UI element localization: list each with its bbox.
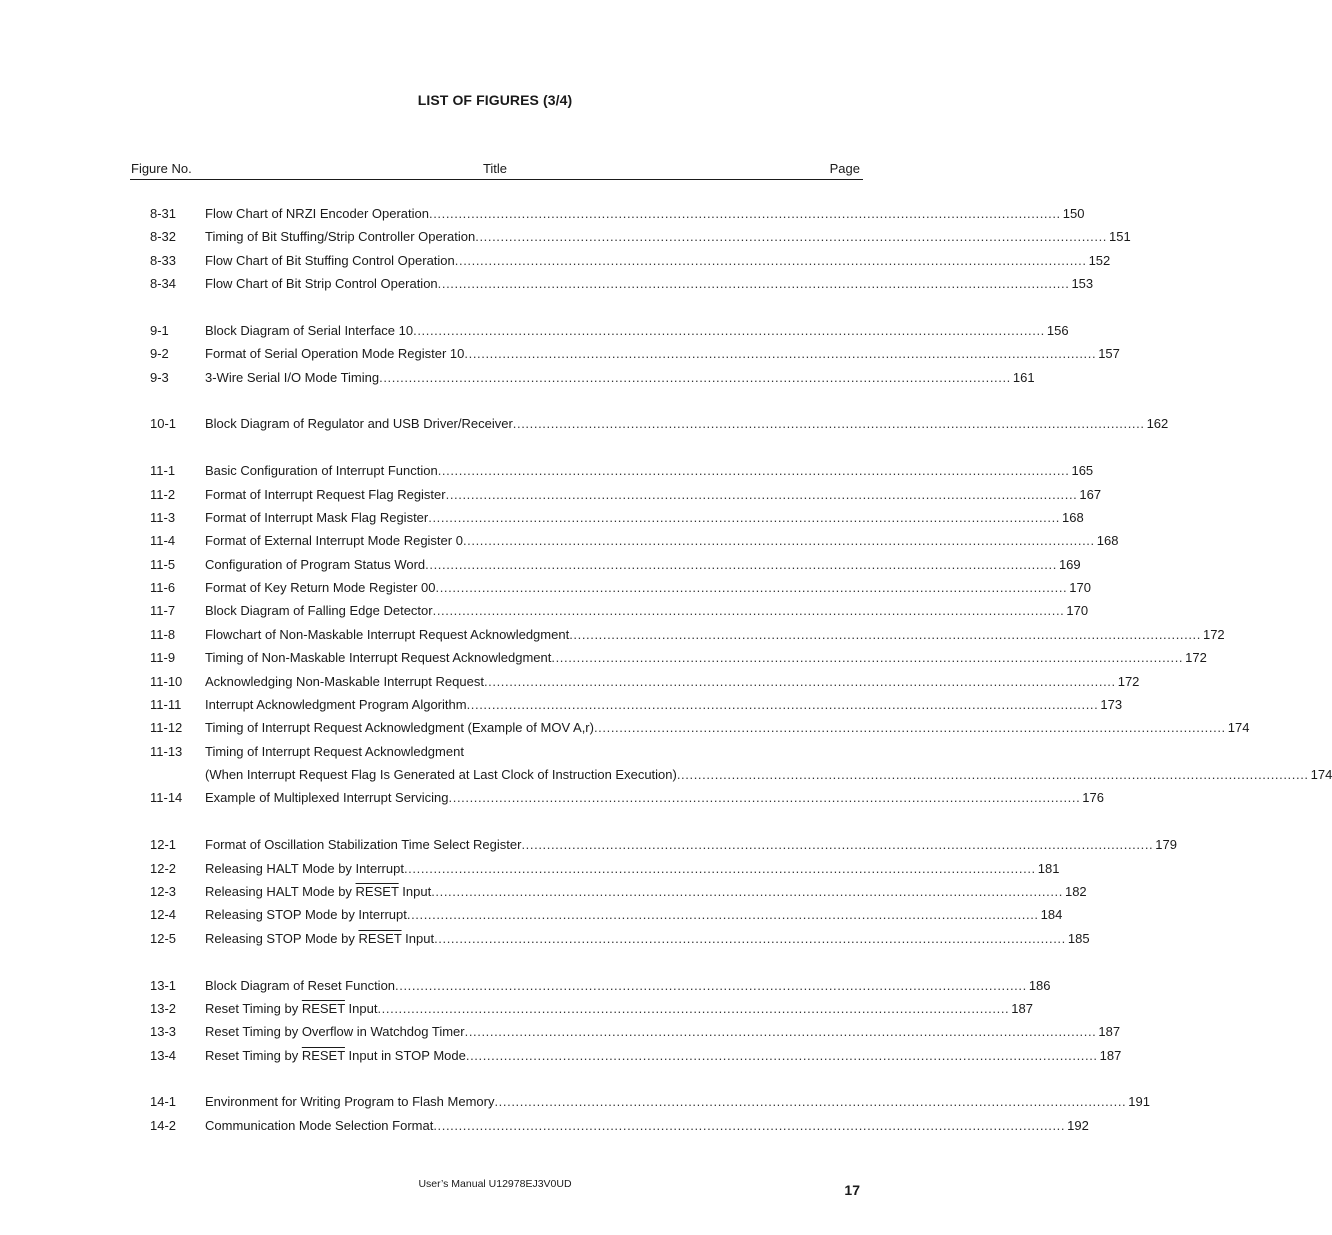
figure-title-part: Format of Serial Operation Mode Register 10 xyxy=(205,346,465,361)
dot-leader: ...................................................................................................................................................... xyxy=(445,487,1078,502)
figure-title-part: Flow Chart of Bit Strip Control Operation xyxy=(205,276,438,291)
figure-page: 168 xyxy=(1096,533,1119,548)
figure-entry xyxy=(0,533,1119,553)
figure-line xyxy=(205,346,1120,361)
figure-title xyxy=(205,1048,466,1063)
figure-title-part: Releasing STOP Mode by xyxy=(205,931,359,946)
figure-title-part: Interrupt Acknowledgment Program Algorithm xyxy=(205,697,467,712)
dot-leader: ...................................................................................................................................................... xyxy=(512,416,1145,431)
figure-title xyxy=(205,650,551,665)
figure-entry xyxy=(0,1001,1033,1021)
figure-title xyxy=(205,931,434,946)
dot-leader: ...................................................................................................................................................... xyxy=(676,767,1309,782)
figure-title-part: Communication Mode Selection Format xyxy=(205,1118,434,1133)
reset-signal-overline: RESET xyxy=(301,1048,345,1063)
figure-page: 157 xyxy=(1098,346,1120,361)
dot-leader: ...................................................................................................................................................... xyxy=(406,907,1039,922)
dot-leader: ...................................................................................................................................................... xyxy=(432,603,1065,618)
dot-leader: ...................................................................................................................................................... xyxy=(593,720,1226,735)
figure-line xyxy=(205,487,1102,502)
figure-title xyxy=(205,416,513,431)
figure-title-part: Timing of Non-Maskable Interrupt Request Acknowledgment xyxy=(205,650,552,665)
figure-entry xyxy=(0,346,1120,366)
figure-title xyxy=(205,1094,494,1109)
dot-leader: ...................................................................................................................................................... xyxy=(448,790,1081,805)
figure-title-part: Format of Interrupt Request Flag Register xyxy=(205,487,446,502)
figure-entry xyxy=(0,674,1140,694)
figure-title-part: 3-Wire Serial I/O Mode Timing xyxy=(205,370,380,385)
figure-line xyxy=(205,907,1063,922)
figure-entry xyxy=(0,907,1063,927)
figure-number: 9-1 xyxy=(150,323,169,338)
figure-page: 167 xyxy=(1079,487,1102,502)
dot-leader: ...................................................................................................................................................... xyxy=(413,323,1045,338)
figure-entry xyxy=(0,1024,1121,1044)
figure-line xyxy=(205,276,1094,291)
figure-number: 11-8 xyxy=(150,627,176,642)
figure-entry xyxy=(0,931,1090,951)
figure-line xyxy=(205,323,1069,338)
page-title: LIST OF FIGURES (3/4) xyxy=(417,92,573,108)
figure-number: 11-12 xyxy=(150,720,183,735)
figure-line xyxy=(205,720,1250,735)
figure-title xyxy=(205,627,569,642)
dot-leader: ...................................................................................................................................................... xyxy=(551,650,1184,665)
figure-entry xyxy=(0,206,1085,226)
figure-line xyxy=(205,253,1111,268)
figure-title-part: (When Interrupt Request Flag Is Generated at Last Clock of Instruction Execution) xyxy=(205,767,677,782)
figure-title xyxy=(205,557,425,572)
figure-page: 174 xyxy=(1310,767,1332,782)
figure-page: 162 xyxy=(1146,416,1169,431)
figure-number: 9-2 xyxy=(150,346,169,361)
figure-line xyxy=(205,1118,1089,1133)
reset-signal-overline: RESET xyxy=(355,884,399,899)
figure-title xyxy=(205,346,464,361)
figure-title-part: Block Diagram of Serial Interface 10 xyxy=(205,323,414,338)
figure-entry xyxy=(0,790,1104,810)
figure-page: 150 xyxy=(1062,206,1085,221)
figure-page: 169 xyxy=(1058,557,1081,572)
dot-leader: ...................................................................................................................................................... xyxy=(403,861,1036,876)
footer-manual-id: User’s Manual U12978EJ3V0UD xyxy=(418,1178,572,1190)
figure-page: 184 xyxy=(1040,907,1063,922)
figure-line xyxy=(205,1024,1121,1039)
figure-title-part: Timing of Interrupt Request Acknowledgment (Example of MOV A,r) xyxy=(205,720,594,735)
figure-entry xyxy=(0,767,1332,787)
figure-title xyxy=(205,861,404,876)
figure-number: 11-2 xyxy=(150,487,176,502)
dot-leader: ...................................................................................................................................................... xyxy=(437,276,1070,291)
column-header-page: Page xyxy=(829,161,860,176)
figure-page: 172 xyxy=(1117,674,1140,689)
figure-title-part: Configuration of Program Status Word xyxy=(205,557,426,572)
figure-title xyxy=(205,744,464,759)
figure-line xyxy=(205,206,1085,221)
dot-leader: ...................................................................................................................................................... xyxy=(466,697,1099,712)
dot-leader: ...................................................................................................................................................... xyxy=(494,1094,1127,1109)
figure-number: 12-4 xyxy=(150,907,177,922)
figure-title-part: Input xyxy=(344,1001,378,1016)
figure-title-part: Flow Chart of Bit Stuffing Control Operation xyxy=(205,253,455,268)
figure-entry xyxy=(0,510,1084,530)
figure-title-part: Timing of Bit Stuffing/Strip Controller Operation xyxy=(205,229,476,244)
figure-line xyxy=(205,229,1131,244)
figure-entry xyxy=(0,884,1087,904)
figure-number: 12-2 xyxy=(150,861,177,876)
figure-line xyxy=(205,978,1051,993)
figure-title-part: Input in STOP Mode xyxy=(344,1048,466,1063)
figure-page: 182 xyxy=(1064,884,1087,899)
figure-title-part: Releasing HALT Mode by xyxy=(205,884,356,899)
dot-leader: ...................................................................................................................................................... xyxy=(395,978,1027,993)
dot-leader: ...................................................................................................................................................... xyxy=(428,510,1061,525)
figure-entry xyxy=(0,580,1091,600)
figure-number: 13-1 xyxy=(150,978,177,993)
figure-number: 14-2 xyxy=(150,1118,177,1133)
figure-title xyxy=(205,720,594,735)
figure-page: 174 xyxy=(1227,720,1250,735)
figure-entry xyxy=(0,416,1169,436)
dot-leader: ...................................................................................................................................................... xyxy=(483,674,1116,689)
figure-title-part: Block Diagram of Reset Function xyxy=(205,978,396,993)
figure-number: 8-34 xyxy=(150,276,177,291)
dot-leader: ...................................................................................................................................................... xyxy=(462,533,1095,548)
figure-entry xyxy=(0,978,1051,998)
dot-leader: ...................................................................................................................................................... xyxy=(521,837,1154,852)
figure-title-part: Format of Oscillation Stabilization Time Select Register xyxy=(205,837,522,852)
figure-entry xyxy=(0,697,1123,717)
figure-entry xyxy=(0,744,954,764)
figure-number: 12-3 xyxy=(150,884,177,899)
figure-page: 172 xyxy=(1202,627,1225,642)
figure-page: 151 xyxy=(1109,229,1131,244)
figure-number: 12-5 xyxy=(150,931,177,946)
figure-entry xyxy=(0,1048,1122,1068)
dot-leader: ...................................................................................................................................................... xyxy=(454,253,1087,268)
figure-number: 11-10 xyxy=(150,674,183,689)
figure-page: 156 xyxy=(1046,323,1069,338)
figure-title-part: Releasing STOP Mode by Interrupt xyxy=(205,907,407,922)
figure-line xyxy=(205,463,1094,478)
figure-number: 11-1 xyxy=(150,463,176,478)
reset-signal-overline: RESET xyxy=(301,1001,345,1016)
figure-page: 152 xyxy=(1088,253,1111,268)
figure-number: 10-1 xyxy=(150,416,177,431)
figure-title-part: Example of Multiplexed Interrupt Servicing xyxy=(205,790,449,805)
figure-number: 11-6 xyxy=(150,580,176,595)
dot-leader: ...................................................................................................................................................... xyxy=(464,346,1097,361)
figure-title-part: Format of External Interrupt Mode Register 0 xyxy=(205,533,463,548)
figure-line xyxy=(205,1001,1033,1016)
column-header-title: Title xyxy=(482,161,508,176)
figure-title xyxy=(205,276,438,291)
figure-title-part: Format of Key Return Mode Register 00 xyxy=(205,580,436,595)
dot-leader: ...................................................................................................................................................... xyxy=(435,580,1068,595)
dot-leader: ...................................................................................................................................................... xyxy=(437,463,1070,478)
figure-page: 172 xyxy=(1185,650,1207,665)
figure-title-part: Environment for Writing Program to Flash Memory xyxy=(205,1094,495,1109)
figure-number: 13-4 xyxy=(150,1048,177,1063)
figure-page: 165 xyxy=(1071,463,1094,478)
figure-line xyxy=(205,416,1169,431)
dot-leader: ...................................................................................................................................................... xyxy=(428,206,1061,221)
figure-line xyxy=(205,884,1087,899)
figure-entry xyxy=(0,276,1094,296)
figure-line xyxy=(205,603,1089,618)
figure-title xyxy=(205,487,446,502)
figure-title-part: Reset Timing by Overflow in Watchdog Timer xyxy=(205,1024,465,1039)
figure-entry xyxy=(0,1118,1089,1138)
figure-line xyxy=(205,790,1104,805)
figure-title-part: Releasing HALT Mode by Interrupt xyxy=(205,861,404,876)
figure-line xyxy=(205,627,1225,642)
figure-number: 13-3 xyxy=(150,1024,177,1039)
figure-number: 11-5 xyxy=(150,557,176,572)
figure-line xyxy=(205,767,1332,782)
figure-number: 13-2 xyxy=(150,1001,177,1016)
figure-number: 11-3 xyxy=(150,510,176,525)
figure-title-part: Reset Timing by xyxy=(205,1001,302,1016)
figure-title xyxy=(205,370,379,385)
figure-line xyxy=(205,744,859,759)
figure-entry xyxy=(0,837,1177,857)
figure-number: 11-11 xyxy=(150,697,182,712)
figure-title xyxy=(205,603,433,618)
figure-number: 9-3 xyxy=(150,370,169,385)
figure-page: 170 xyxy=(1066,603,1089,618)
figure-line xyxy=(205,557,1081,572)
figure-number: 8-31 xyxy=(150,206,177,221)
figure-title-part: Block Diagram of Regulator and USB Driver/Receiver xyxy=(205,416,513,431)
dot-leader: ...................................................................................................................................................... xyxy=(377,1001,1010,1016)
dot-leader: ...................................................................................................................................................... xyxy=(464,1024,1097,1039)
figure-title-part: Timing of Interrupt Request Acknowledgment xyxy=(205,744,464,759)
figure-title xyxy=(205,767,677,782)
figure-entry xyxy=(0,1094,1150,1114)
figure-page: 170 xyxy=(1069,580,1091,595)
figure-line xyxy=(205,510,1084,525)
column-header-figure-no: Figure No. xyxy=(131,161,192,176)
figure-title-part: Input xyxy=(398,884,432,899)
figure-title-part: Flowchart of Non-Maskable Interrupt Request Acknowledgment xyxy=(205,627,570,642)
figure-entry xyxy=(0,463,1094,483)
dot-leader: ...................................................................................................................................................... xyxy=(379,370,1011,385)
dot-leader: ...................................................................................................................................................... xyxy=(431,884,1063,899)
figure-title xyxy=(205,510,428,525)
figure-number: 8-33 xyxy=(150,253,177,268)
header-rule xyxy=(130,179,863,180)
dot-leader: ...................................................................................................................................................... xyxy=(569,627,1201,642)
figure-title-part: Acknowledging Non-Maskable Interrupt Request xyxy=(205,674,484,689)
figure-page: 192 xyxy=(1067,1118,1089,1133)
figure-number: 14-1 xyxy=(150,1094,177,1109)
figure-line xyxy=(205,533,1119,548)
figure-line xyxy=(205,861,1060,876)
figure-entry xyxy=(0,650,1207,670)
figure-title xyxy=(205,1001,377,1016)
figure-title xyxy=(205,978,395,993)
figure-title-part: Block Diagram of Falling Edge Detector xyxy=(205,603,433,618)
figure-number: 11-4 xyxy=(150,533,176,548)
figure-entry xyxy=(0,487,1102,507)
figure-page: 187 xyxy=(1099,1048,1122,1063)
figure-page: 153 xyxy=(1071,276,1094,291)
figure-line xyxy=(205,1048,1122,1063)
figure-title xyxy=(205,323,413,338)
figure-entry xyxy=(0,627,1225,647)
figure-page: 187 xyxy=(1098,1024,1121,1039)
figure-title xyxy=(205,253,455,268)
figure-number: 8-32 xyxy=(150,229,177,244)
figure-number: 11-13 xyxy=(150,744,183,759)
figure-line xyxy=(205,931,1090,946)
figure-title-part: Flow Chart of NRZI Encoder Operation xyxy=(205,206,429,221)
figure-entry xyxy=(0,720,1250,740)
figure-page: 176 xyxy=(1082,790,1104,805)
figure-number: 11-9 xyxy=(150,650,176,665)
dot-leader: ...................................................................................................................................................... xyxy=(475,229,1108,244)
figure-entry xyxy=(0,253,1111,273)
figure-number: 12-1 xyxy=(150,837,177,852)
figure-page: 179 xyxy=(1155,837,1177,852)
figure-line xyxy=(205,370,1035,385)
figure-title xyxy=(205,1118,433,1133)
figure-page: 191 xyxy=(1128,1094,1150,1109)
figure-page: 173 xyxy=(1100,697,1123,712)
figure-title-part: Input xyxy=(401,931,435,946)
figure-page: 185 xyxy=(1067,931,1090,946)
figure-line xyxy=(205,1094,1150,1109)
figure-title xyxy=(205,907,407,922)
reset-signal-overline: RESET xyxy=(358,931,402,946)
figure-title xyxy=(205,206,429,221)
figure-title xyxy=(205,229,475,244)
figure-page: 168 xyxy=(1062,510,1084,525)
figure-page: 181 xyxy=(1037,861,1060,876)
figure-page: 187 xyxy=(1011,1001,1033,1016)
figure-title xyxy=(205,674,484,689)
figure-page: 161 xyxy=(1012,370,1035,385)
figure-entry xyxy=(0,229,1131,249)
figure-title xyxy=(205,463,438,478)
figure-entry xyxy=(0,861,1060,881)
page-number: 17 xyxy=(844,1182,860,1198)
figure-number: 11-7 xyxy=(150,603,176,618)
dot-leader: ...................................................................................................................................................... xyxy=(433,1118,1066,1133)
figure-line xyxy=(205,580,1091,595)
figure-entry xyxy=(0,323,1069,343)
figure-line xyxy=(205,674,1140,689)
figure-title-part: Format of Interrupt Mask Flag Register xyxy=(205,510,429,525)
figure-title xyxy=(205,533,463,548)
figure-title xyxy=(205,1024,465,1039)
figure-title-part: Basic Configuration of Interrupt Function xyxy=(205,463,438,478)
figure-title xyxy=(205,837,521,852)
figure-number: 11-14 xyxy=(150,790,183,805)
figure-title xyxy=(205,884,431,899)
figure-title xyxy=(205,790,449,805)
figure-entry xyxy=(0,603,1089,623)
figure-entry xyxy=(0,557,1081,577)
figure-line xyxy=(205,837,1177,852)
dot-leader: ...................................................................................................................................................... xyxy=(465,1048,1098,1063)
figure-title xyxy=(205,697,467,712)
figure-line xyxy=(205,650,1207,665)
figure-page: 186 xyxy=(1028,978,1051,993)
figure-entry xyxy=(0,370,1035,390)
figure-title-part: Reset Timing by xyxy=(205,1048,302,1063)
dot-leader: ...................................................................................................................................................... xyxy=(425,557,1057,572)
figure-title xyxy=(205,580,436,595)
dot-leader: ...................................................................................................................................................... xyxy=(434,931,1066,946)
figure-line xyxy=(205,697,1123,712)
